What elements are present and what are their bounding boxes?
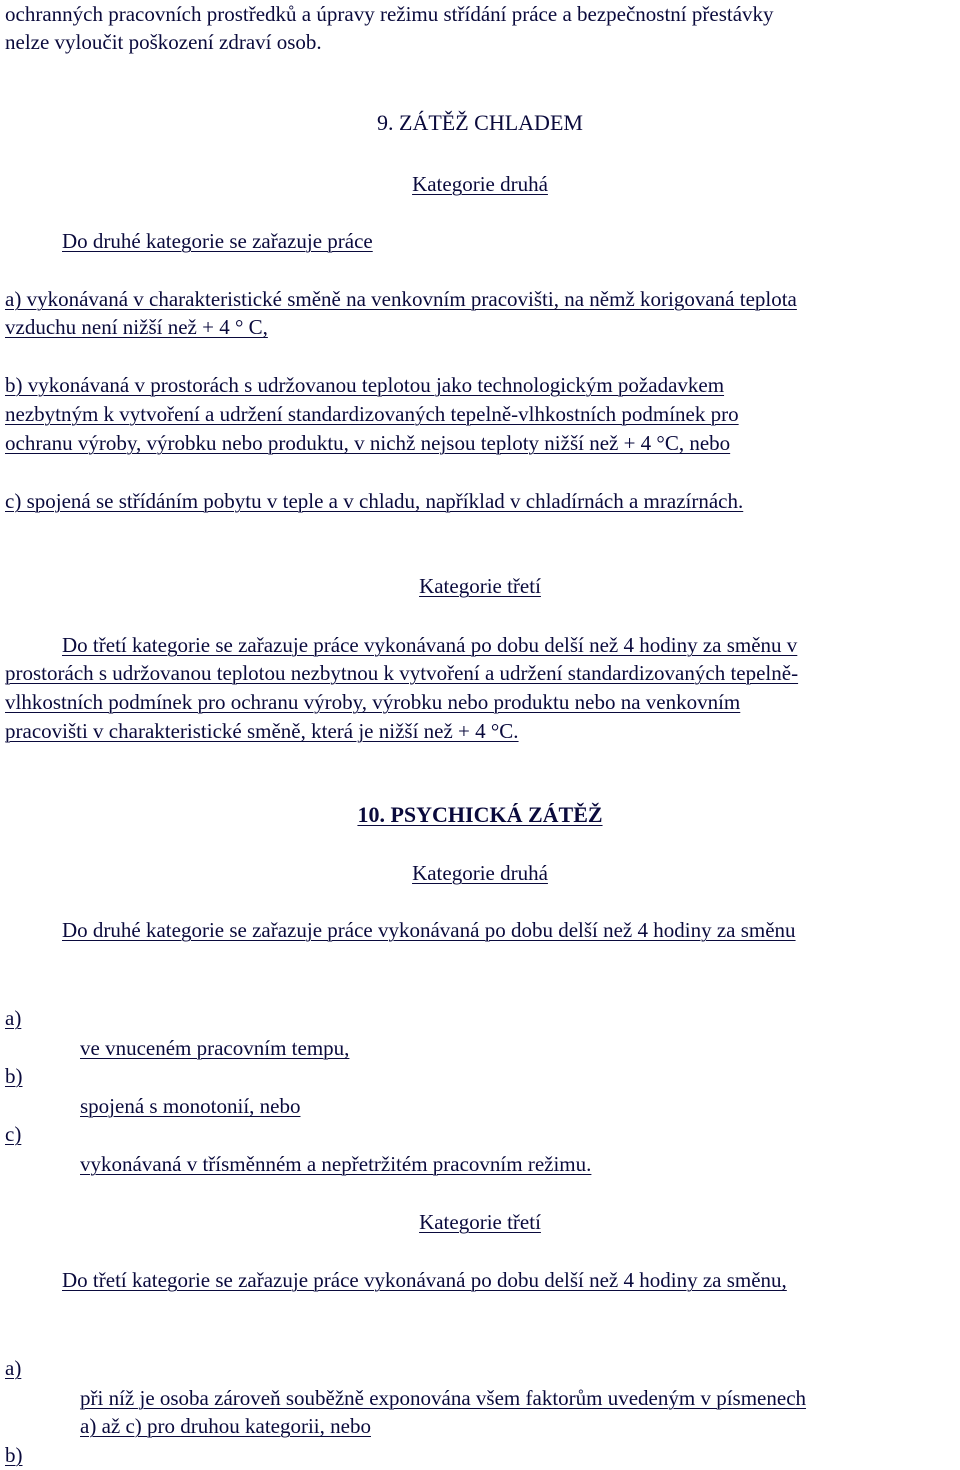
section-9-item-b-line-3: ochranu výroby, výrobku nebo produktu, v nichž nejsou teploty nižší než + 4 °C, nebo	[5, 431, 731, 455]
section-10-cat2-title: Kategorie druhá	[412, 861, 548, 885]
section-9-cat3-line-2: prostorách s udržovanou teplotou nezbytnou k vytvoření a udržení standardizovaných tepelně-	[5, 661, 799, 685]
section-10-heading: 10. PSYCHICKÁ ZÁTĚŽ	[357, 802, 603, 827]
section-10-item-c: vykonávaná v třísměnném a nepřetržitém pracovním režimu.	[80, 1152, 592, 1176]
section-10-cat3-title: Kategorie třetí	[419, 1210, 541, 1234]
section-10-cat3-marker-a: a)	[5, 1356, 22, 1380]
intro-line-2: nelze vyloučit poškození zdraví osob.	[5, 30, 322, 54]
section-9-cat3-line-4: pracovišti v charakteristické směně, která je nižší než + 4 °C.	[5, 719, 519, 743]
section-9-cat2-lead: Do druhé kategorie se zařazuje práce	[62, 229, 373, 253]
section-9-cat2-title: Kategorie druhá	[412, 172, 548, 196]
section-9-item-a-line-1: a) vykonávaná v charakteristické směně na venkovním pracovišti, na němž korigovaná teplota	[5, 287, 797, 311]
section-10-cat2-lead: Do druhé kategorie se zařazuje práce vykonávaná po dobu delší než 4 hodiny za směnu	[62, 918, 796, 942]
intro-line-1: ochranných pracovních prostředků a úpravy režimu střídání práce a bezpečnostní přestávky	[5, 2, 774, 26]
section-9-item-b-line-1: b) vykonávaná v prostorách s udržovanou teplotou jako technologickým požadavkem	[5, 373, 725, 397]
section-10-marker-b: b)	[5, 1064, 23, 1088]
section-10-item-b: spojená s monotonií, nebo	[80, 1094, 301, 1118]
section-10-cat3-lead: Do třetí kategorie se zařazuje práce vykonávaná po dobu delší než 4 hodiny za směnu,	[62, 1268, 787, 1292]
section-9-cat3-title: Kategorie třetí	[419, 574, 541, 598]
section-10-marker-a: a)	[5, 1006, 22, 1030]
section-9-item-a-line-2: vzduchu není nižší než + 4 ° C,	[5, 315, 268, 339]
section-10-marker-c: c)	[5, 1122, 22, 1146]
section-10-cat3-marker-b: b)	[5, 1443, 23, 1467]
section-10-item-a: ve vnuceném pracovním tempu,	[80, 1036, 350, 1060]
section-9-heading: 9. ZÁTĚŽ CHLADEM	[377, 110, 583, 135]
section-10-cat3-item-a-line-2: a) až c) pro druhou kategorii, nebo	[80, 1414, 371, 1438]
section-9-cat3-line-1: Do třetí kategorie se zařazuje práce vykonávaná po dobu delší než 4 hodiny za směnu v	[62, 633, 798, 657]
section-9-cat3-line-3: vlhkostních podmínek pro ochranu výroby, výrobku nebo produktu nebo na venkovním	[5, 690, 741, 714]
section-9-item-b-line-2: nezbytným k vytvoření a udržení standardizovaných tepelně-vlhkostních podmínek pro	[5, 402, 739, 426]
section-9-item-c: c) spojená se střídáním pobytu v teple a v chladu, například v chladírnách a mrazírnách.	[5, 489, 744, 513]
section-10-cat3-item-a-line-1: při níž je osoba zároveň souběžně exponována všem faktorům uvedeným v písmenech	[80, 1386, 807, 1410]
